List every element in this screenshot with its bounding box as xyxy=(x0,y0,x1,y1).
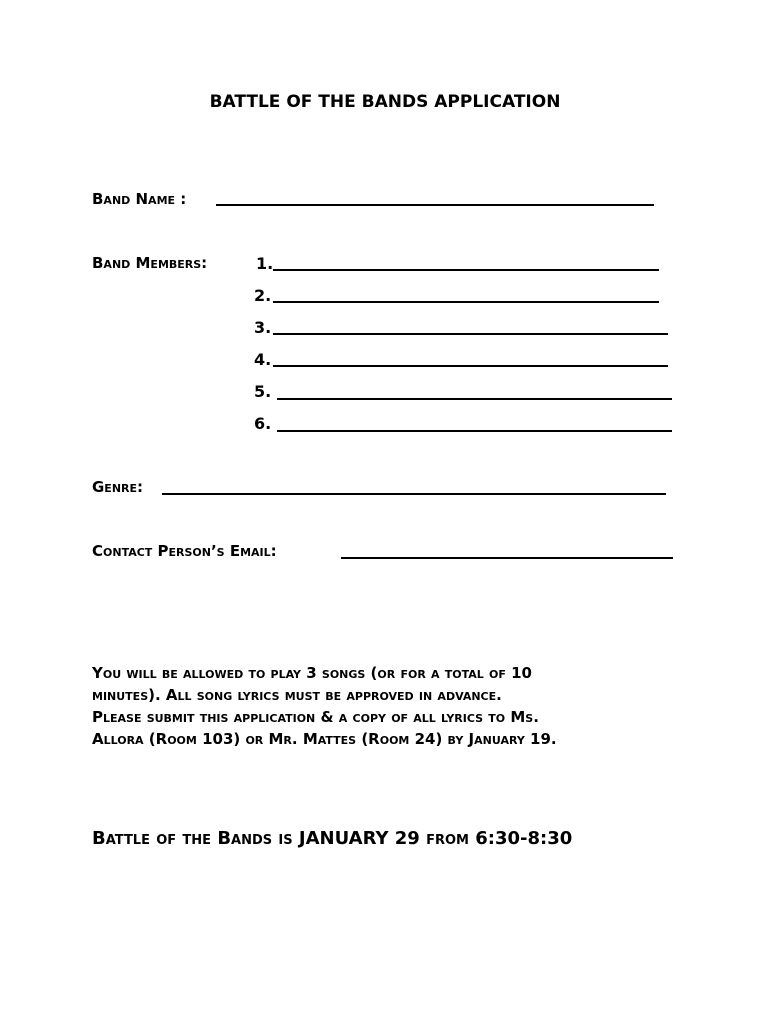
member-1-field[interactable] xyxy=(273,269,659,271)
member-number-2: 2. xyxy=(254,286,272,305)
band-name-label: Band Name : xyxy=(92,190,187,208)
member-number-1: 1. xyxy=(256,254,274,273)
genre-label: Genre: xyxy=(92,478,144,496)
member-4-field[interactable] xyxy=(273,365,668,367)
instructions-line-2: minutes). All song lyrics must be approved in advance. xyxy=(92,686,502,704)
member-3-field[interactable] xyxy=(273,333,668,335)
submission-deadline: January 19. xyxy=(468,730,557,748)
member-5-field[interactable] xyxy=(277,398,672,400)
genre-field[interactable] xyxy=(162,493,666,495)
page-title: BATTLE OF THE BANDS APPLICATION xyxy=(209,92,561,112)
band-name-field[interactable] xyxy=(216,204,654,206)
member-number-5: 5. xyxy=(254,382,272,401)
contact-email-label: Contact Person’s Email: xyxy=(92,542,277,560)
event-announcement xyxy=(92,828,572,849)
instructions-paragraph xyxy=(92,662,692,750)
event-time: from 6:30-8:30 xyxy=(426,828,573,849)
instructions-line-1: You will be allowed to play 3 songs (or for a total of 10 xyxy=(92,664,532,682)
member-number-4: 4. xyxy=(254,350,272,369)
member-number-6: 6. xyxy=(254,414,272,433)
band-members-label: Band Members: xyxy=(92,254,208,272)
contact-email-field[interactable] xyxy=(341,557,673,559)
member-number-3: 3. xyxy=(254,318,272,337)
member-2-field[interactable] xyxy=(273,301,659,303)
member-6-field[interactable] xyxy=(277,430,672,432)
instructions-line-4 xyxy=(92,728,692,750)
event-prefix: Battle of the Bands is xyxy=(92,828,293,849)
event-date: JANUARY 29 xyxy=(298,828,420,849)
instructions-line-4-text: Allora (Room 103) or Mr. Mattes (Room 24) by xyxy=(92,730,464,748)
instructions-line-3: Please submit this application & a copy of all lyrics to Ms. xyxy=(92,708,539,726)
